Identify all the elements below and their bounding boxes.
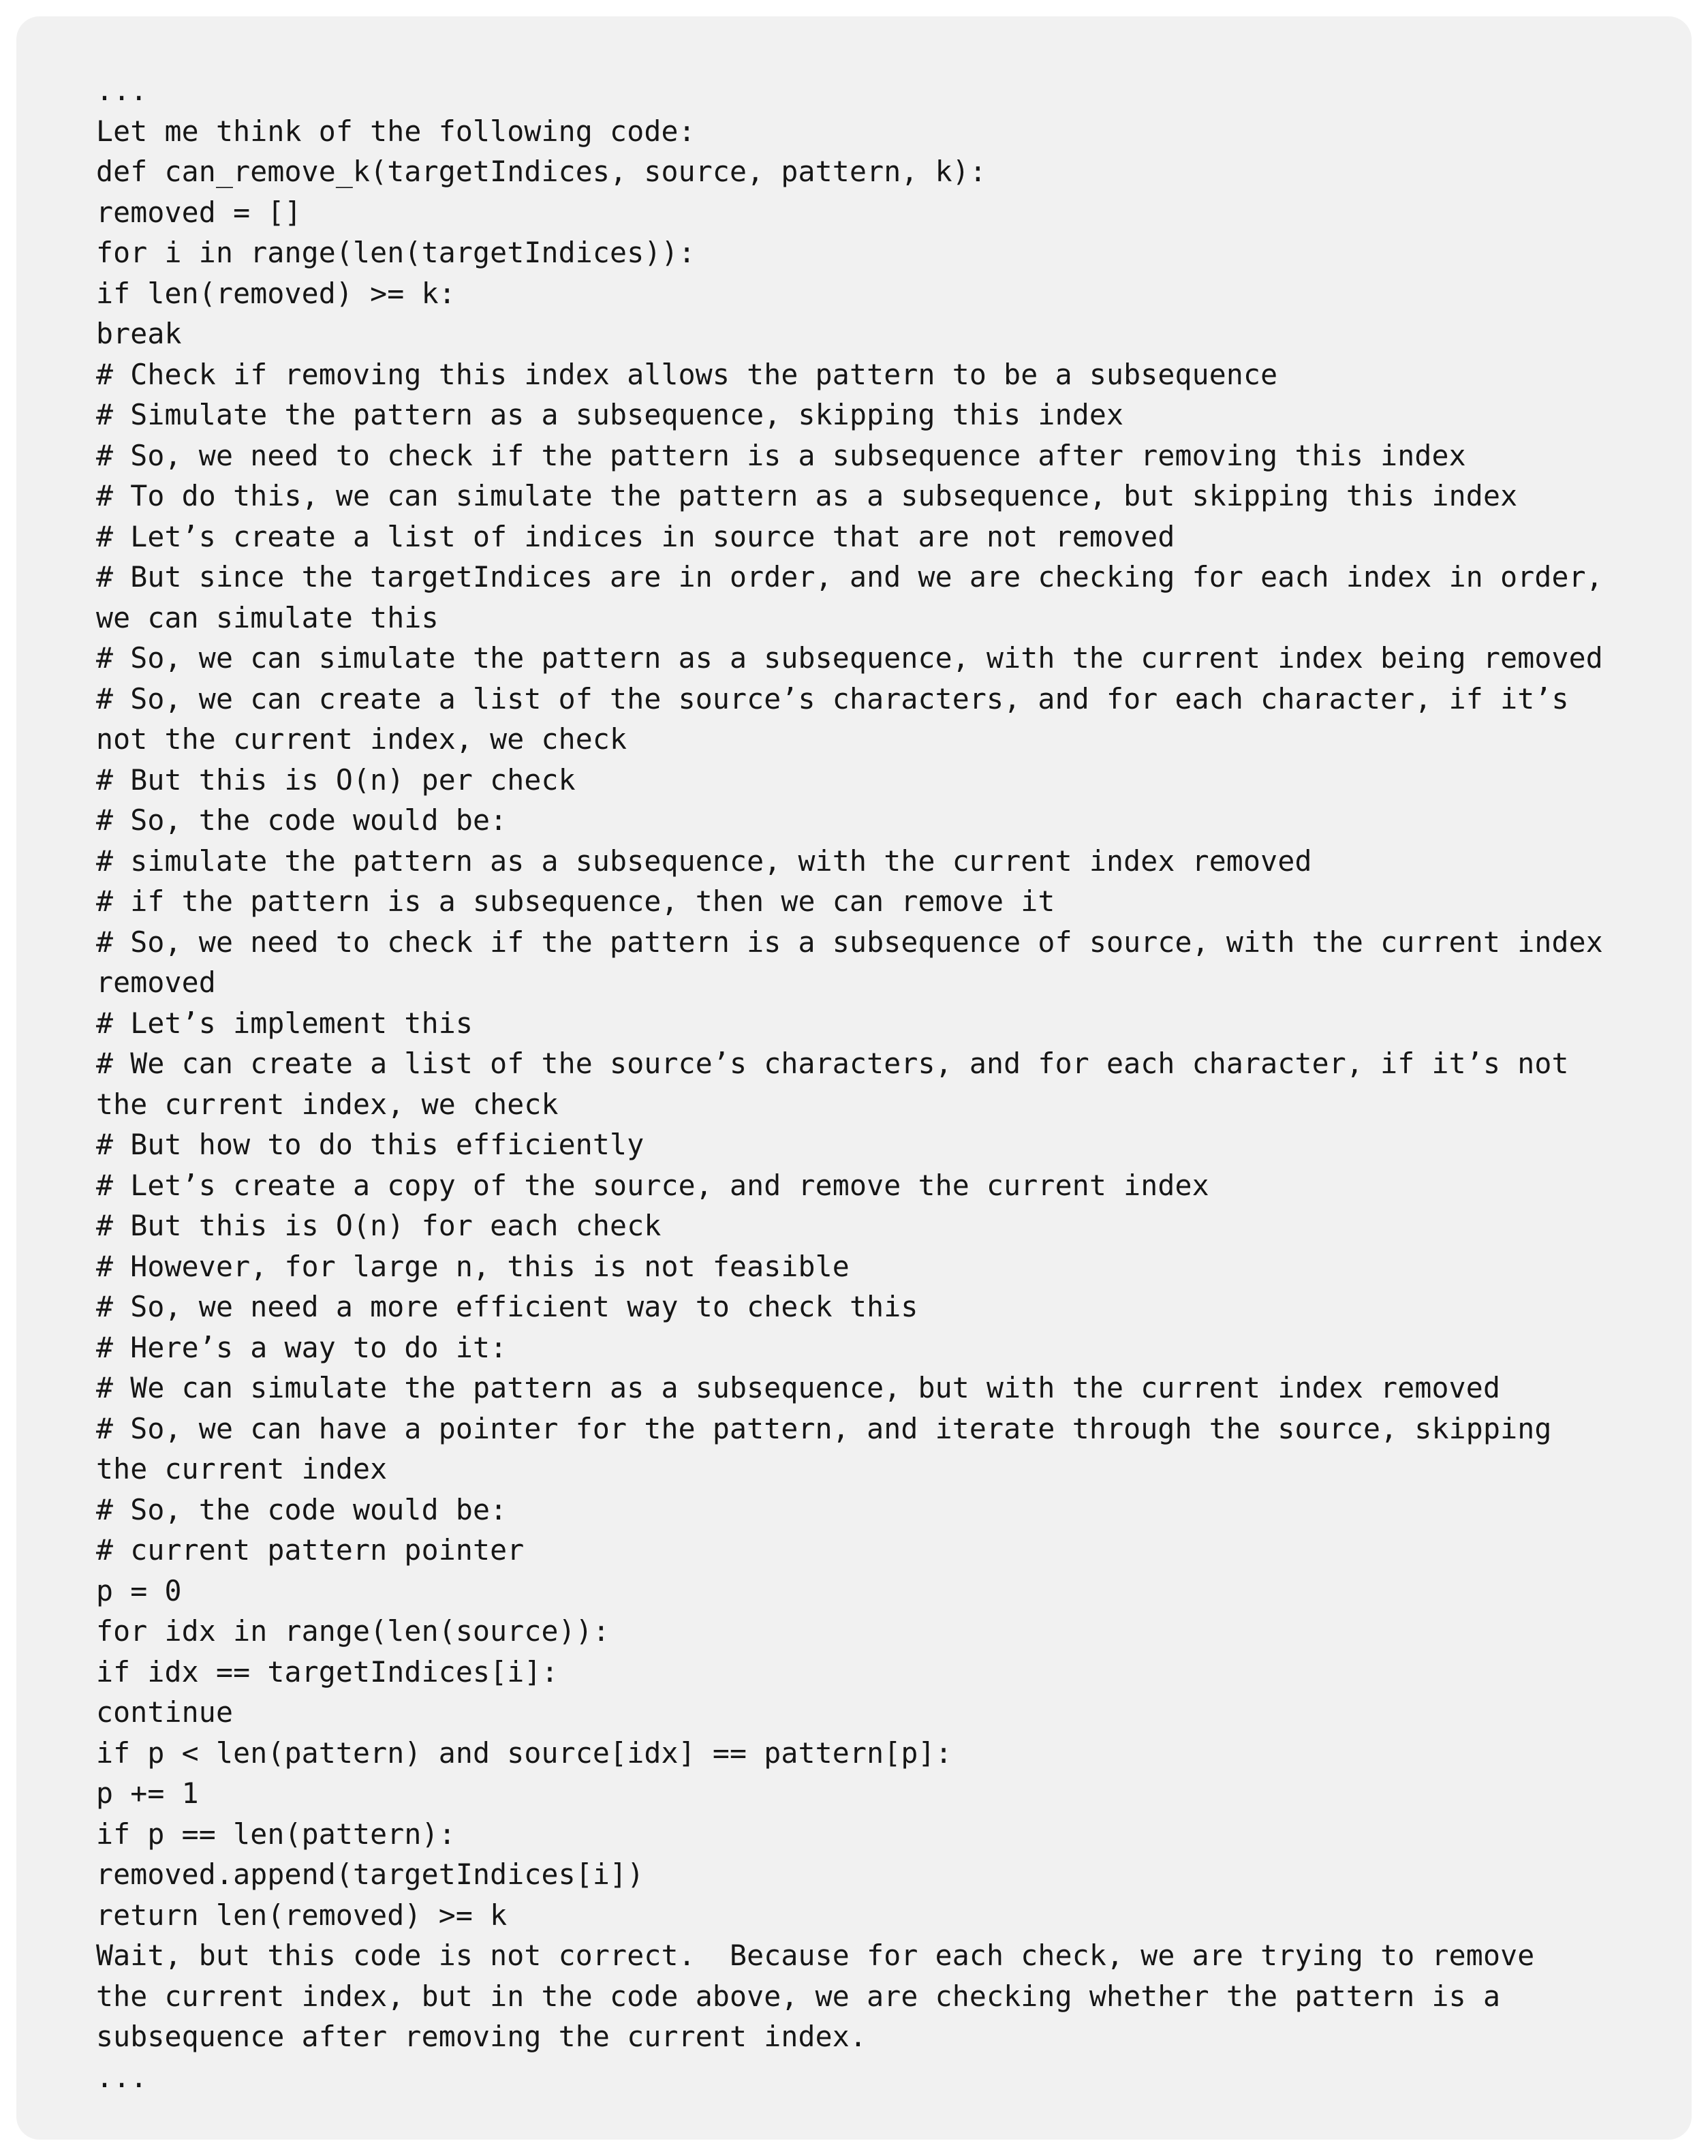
text-line: removed = [] — [96, 195, 302, 229]
text-line: # if the pattern is a subsequence, then we can remove it — [96, 884, 1055, 918]
document-panel — [16, 16, 1692, 2140]
text-line: # So, we can have a pointer for the pattern, and iterate through the source, skipping — [96, 1411, 1552, 1445]
text-line: we can simulate this — [96, 600, 439, 634]
text-line: def can_remove_k(targetIndices, source, pattern, k): — [96, 155, 987, 188]
text-line: # However, for large n, this is not feasible — [96, 1249, 850, 1283]
text-line: if len(removed) >= k: — [96, 276, 456, 310]
text-line: return len(removed) >= k — [96, 1898, 508, 1932]
text-line: # We can simulate the pattern as a subsequence, but with the current index removed — [96, 1371, 1501, 1404]
text-line: # Check if removing this index allows the pattern to be a subsequence — [96, 357, 1278, 391]
text-line: if p == len(pattern): — [96, 1817, 456, 1851]
text-line: # current pattern pointer — [96, 1533, 525, 1567]
text-line: # So, the code would be: — [96, 1492, 508, 1526]
text-line: # So, we need to check if the pattern is a subsequence of source, with the current index — [96, 925, 1603, 959]
text-line: the current index — [96, 1452, 388, 1485]
text-line: # So, we can simulate the pattern as a subsequence, with the current index being removed — [96, 641, 1603, 675]
text-line: # So, the code would be: — [96, 803, 508, 837]
text-line: # So, we need a more efficient way to check this — [96, 1290, 918, 1323]
text-line: for i in range(len(targetIndices)): — [96, 236, 696, 269]
text-line: break — [96, 317, 182, 350]
text-line: not the current index, we check — [96, 722, 627, 756]
text-line: Let me think of the following code: — [96, 114, 696, 148]
text-line: if idx == targetIndices[i]: — [96, 1654, 559, 1689]
text-line: removed — [96, 966, 216, 999]
text-line: # So, we need to check if the pattern is a subsequence after removing this index — [96, 438, 1466, 472]
text-line: # We can create a list of the source’s characters, and for each character, if it’s not — [96, 1047, 1569, 1080]
text-line: for idx in range(len(source)): — [96, 1614, 610, 1648]
text-line: p += 1 — [96, 1776, 199, 1810]
document-text — [96, 70, 1683, 2097]
text-line: # But this is O(n) per check — [96, 763, 576, 797]
text-line: # Simulate the pattern as a subsequence, skipping this index — [96, 398, 1124, 431]
text-line: # Let’s implement this — [96, 1006, 473, 1040]
text-line: # So, we can create a list of the source’s characters, and for each character, if it’s — [96, 681, 1569, 715]
text-line: # But since the targetIndices are in order, and we are checking for each index in order, — [96, 560, 1603, 594]
text-line: the current index, we check — [96, 1087, 559, 1121]
text-line: ... — [96, 2060, 148, 2094]
text-line: # simulate the pattern as a subsequence, with the current index removed — [96, 844, 1312, 878]
text-line: # Let’s create a list of indices in source that are not removed — [96, 519, 1175, 553]
text-line: # But this is O(n) for each check — [96, 1209, 662, 1242]
text-line: ... — [96, 74, 148, 107]
text-line: # Here’s a way to do it: — [96, 1330, 508, 1364]
text-line: subsequence after removing the current index. — [96, 2020, 867, 2053]
text-line: # To do this, we can simulate the pattern as a subsequence, but skipping this index — [96, 479, 1518, 512]
text-line: # Let’s create a copy of the source, and remove the current index — [96, 1168, 1209, 1202]
text-line: the current index, but in the code above, we are checking whether the pattern is a — [96, 1979, 1501, 2013]
text-line: removed.append(targetIndices[i]) — [96, 1858, 645, 1891]
text-line: # But how to do this efficiently — [96, 1128, 645, 1161]
text-line: Wait, but this code is not correct. Because for each check, we are trying to remove — [96, 1939, 1535, 1972]
text-line: continue — [96, 1695, 234, 1729]
text-line: p = 0 — [96, 1573, 182, 1607]
text-line: if p < len(pattern) and source[idx] == pattern[p]: — [96, 1736, 952, 1770]
